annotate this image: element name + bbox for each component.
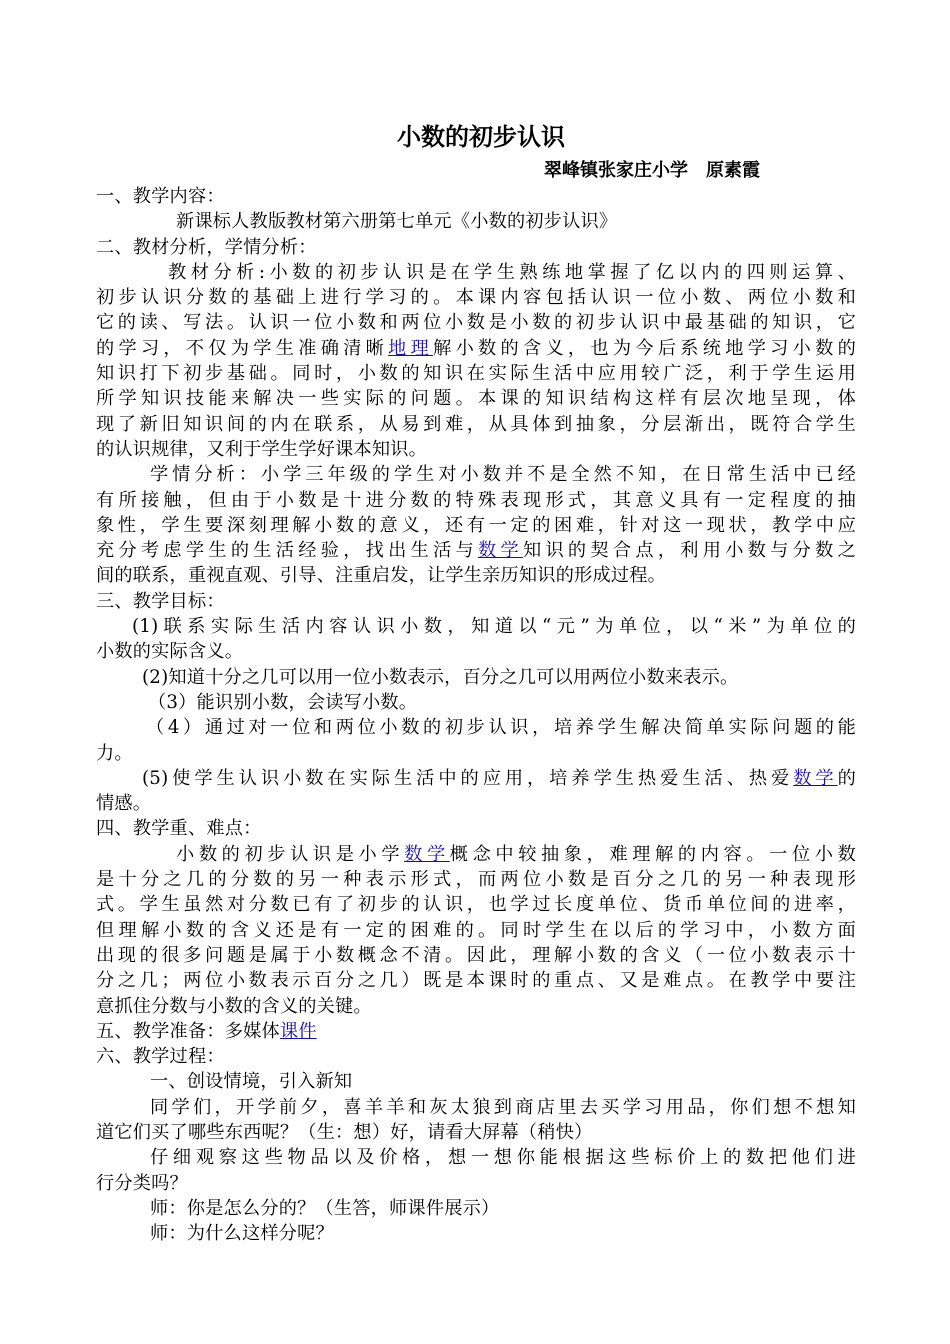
paragraph-line: 一、创设情境，引入新知 — [150, 1071, 353, 1093]
paragraph-line: 新课标人教版教材第六册第七单元《小数的初步认识》 — [176, 211, 618, 233]
paragraph-line: 间的联系，重视直观、引导、注重启发，让学生亲历知识的形成过程。 — [96, 565, 667, 587]
paragraph-line: 有所接触，但由于小数是十进分数的特殊表现形式，其意义具有一定程度的抽 — [96, 489, 856, 511]
paragraph-line: 象性，学生要深刻理解小数的意义，还有一定的困难，针对这一现状，教学中应 — [96, 514, 856, 536]
paragraph-line: 意抓住分数与小数的含义的关键。 — [96, 995, 372, 1017]
paragraph-line: 但理解小数的含义还是有一定的困难的。同时学生在以后的学习中，小数方面 — [96, 919, 856, 941]
paragraph-line — [96, 336, 856, 361]
text-run: 解小数的含义，也为今后系统地学习小数的 — [433, 337, 856, 359]
section-heading: 六、教学过程： — [96, 1046, 225, 1068]
paragraph-line: 分之几；两位小数表示百分之几）既是本课时的重点、又是难点。在教学中要注 — [96, 970, 856, 992]
paragraph-line: 学情分析：小学三年级的学生对小数并不是全然不知，在日常生活中已经 — [150, 464, 856, 486]
paragraph-line: 知识打下初步基础。同时，小数的知识在实际生活中应用较广泛，利于学生运用 — [96, 363, 856, 385]
goal-line: 小数的实际含义。 — [96, 641, 244, 663]
paragraph-line: 它的读、写法。认识一位小数和两位小数是小数的初步认识中最基础的知识，它 — [96, 312, 856, 334]
text-run: 充分考虑学生的生活经验，找出生活与 — [96, 540, 479, 562]
hyperlink-dili[interactable]: 地理 — [388, 337, 434, 359]
text-run: 的学习，不仅为学生准确清晰 — [96, 337, 389, 359]
text-run: 五、教学准备：多媒体 — [96, 1020, 280, 1042]
section-heading: 一、教学内容： — [96, 186, 225, 207]
document-title: 小数的初步认识 — [397, 122, 565, 151]
goal-line: (1)联系实际生活内容认识小数，知道以“元”为单位，以“米”为单位的 — [132, 616, 856, 638]
text-run: 的 — [837, 767, 857, 789]
goal-line: （4）通过对一位和两位小数的初步认识，培养学生解决简单实际问题的能 — [146, 717, 856, 739]
paragraph-line: 师：为什么这样分呢？ — [150, 1223, 334, 1245]
paragraph-line — [96, 842, 856, 867]
paragraph-line: 式。学生虽然对分数已有了初步的认识，也学过长度单位、货币单位间的进率， — [96, 894, 856, 916]
goal-line: (2)知道十分之几可以用一位小数表示，百分之几可以用两位小数来表示。 — [142, 666, 739, 688]
document-page — [96, 120, 856, 1246]
goal-line — [96, 766, 856, 791]
paragraph-line: 是十分之几的分数的另一种表示形式，而两位小数是百分之几的另一种表现形 — [96, 869, 856, 891]
document-author: 翠峰镇张家庄小学 原素霞 — [544, 160, 760, 181]
paragraph-line: 师：你是怎么分的？（生答，师课件展示） — [150, 1197, 500, 1219]
paragraph-line: 初步认识分数的基础上进行学习的。本课内容包括认识一位小数、两位小数和 — [96, 287, 856, 309]
goal-line: （3）能识别小数，会读写小数。 — [148, 691, 418, 713]
paragraph-line: 所学知识技能来解决一些实际的问题。本课的知识结构这样有层次地呈现，体 — [96, 388, 856, 410]
text-run: 小数的初步认识是小学 — [176, 843, 405, 865]
hyperlink-shuxue[interactable]: 数学 — [404, 843, 450, 865]
hyperlink-kejian[interactable]: 课件 — [279, 1020, 317, 1042]
paragraph-line: 教材分析:小数的初步认识是在学生熟练地掌握了亿以内的四则运算、 — [168, 261, 856, 283]
paragraph-line — [96, 538, 856, 563]
paragraph-line: 行分类吗？ — [96, 1172, 188, 1194]
hyperlink-shuxue[interactable]: 数学 — [478, 540, 523, 562]
section-heading: 二、教材分析，学情分析： — [96, 236, 317, 258]
paragraph-line: 出现的很多问题是属于小数概念不清。因此，理解小数的含义（一位小数表示十 — [96, 944, 856, 966]
paragraph-line: 仔细观察这些物品以及价格，想一想你能根据这些标价上的数把他们进 — [150, 1147, 856, 1169]
text-run: 概念中较抽象，难理解的内容。一位小数 — [449, 843, 856, 865]
paragraph-line: 同学们，开学前夕，喜羊羊和灰太狼到商店里去买学习用品，你们想不想知 — [150, 1096, 856, 1118]
text-run: 知识的契合点，利用小数与分数之 — [522, 540, 856, 562]
section-heading — [96, 1019, 856, 1044]
paragraph-line: 道它们买了哪些东西呢？（生：想）好，请看大屏幕（稍快） — [96, 1121, 593, 1143]
text-run: (5)使学生认识小数在实际生活中的应用，培养学生热爱生活、热爱 — [142, 767, 794, 789]
paragraph-line: 的认识规律，又利于学生学好课本知识。 — [96, 438, 427, 460]
paragraph-line: 现了新旧知识间的内在联系，从易到难，从具体到抽象，分层渐出，既符合学生 — [96, 413, 856, 435]
hyperlink-shuxue[interactable]: 数学 — [793, 767, 838, 789]
section-heading: 四、教学重、难点： — [96, 818, 262, 840]
goal-line: 情感。 — [96, 793, 152, 815]
section-heading: 三、教学目标： — [96, 590, 225, 612]
goal-line: 力。 — [96, 742, 133, 764]
